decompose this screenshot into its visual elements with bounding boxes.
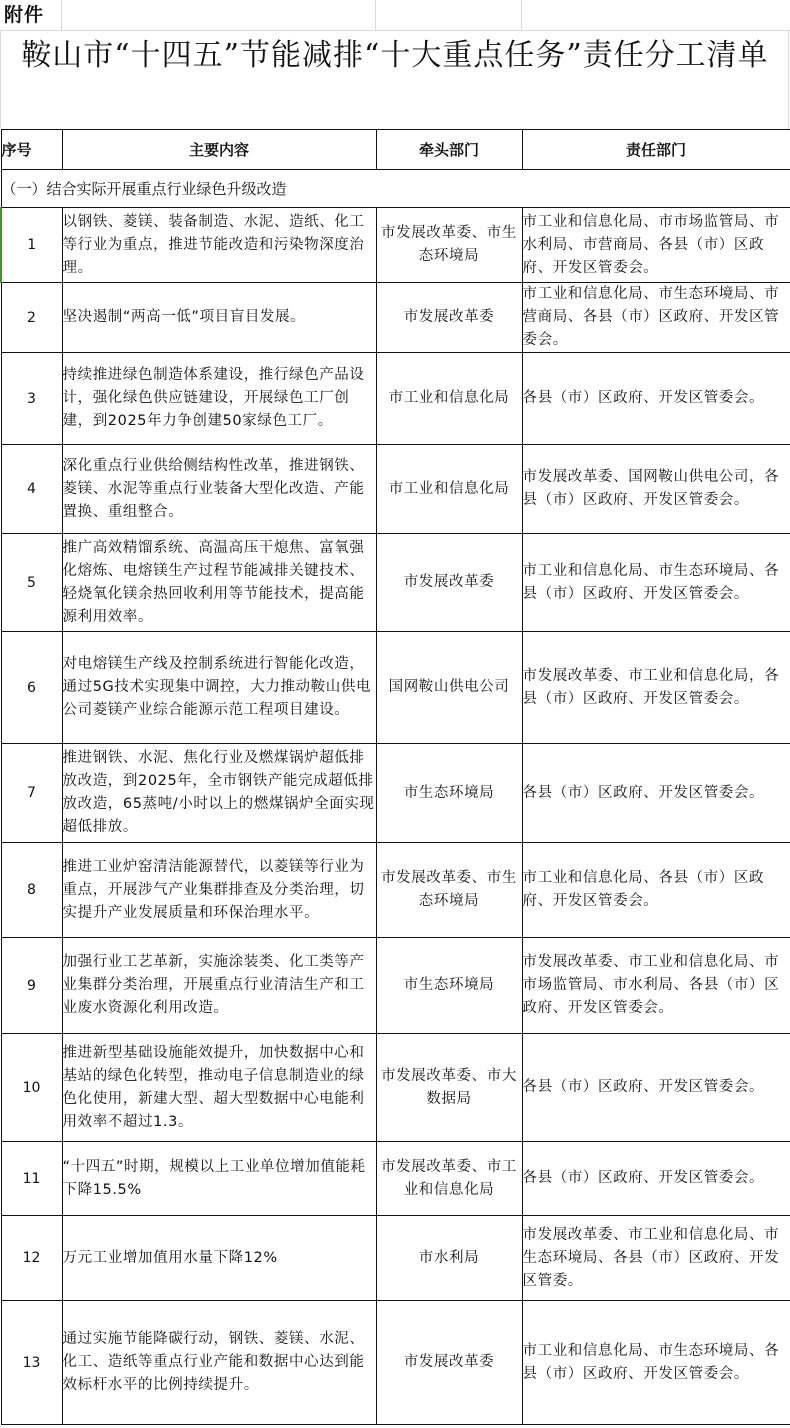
- lead-department-cell[interactable]: 市工业和信息化局: [376, 353, 522, 445]
- content-cell[interactable]: 深化重点行业供给侧结构性改革，推进钢铁、菱镁、水泥等重点行业装备大型化改造、产能置换、重组整合。: [62, 445, 376, 534]
- seq-cell[interactable]: 9: [1, 938, 62, 1034]
- lead-department-cell[interactable]: 市发展改革委: [376, 1301, 522, 1425]
- seq-cell[interactable]: 2: [1, 283, 62, 353]
- table-row: [1, 208, 790, 283]
- seq-cell[interactable]: 11: [1, 1142, 62, 1216]
- seq-cell[interactable]: 5: [1, 534, 62, 632]
- lead-department-cell[interactable]: 市发展改革委: [376, 283, 522, 353]
- table-row: [1, 1301, 790, 1425]
- content-cell[interactable]: 坚决遏制“两高一低”项目盲目发展。: [62, 283, 376, 353]
- content-cell[interactable]: 推进工业炉窑清洁能源替代，以菱镁等行业为重点，开展涉气产业集群排查及分类治理，切实提升产业发展质量和环保治理水平。: [62, 843, 376, 938]
- table-row: [1, 1034, 790, 1142]
- lead-department-cell[interactable]: 国网鞍山供电公司: [376, 632, 522, 744]
- table-row: [1, 744, 790, 843]
- lead-department-cell[interactable]: 市发展改革委、市工业和信息化局: [376, 1142, 522, 1216]
- table-row: [1, 534, 790, 632]
- lead-department-cell[interactable]: 市工业和信息化局: [376, 445, 522, 534]
- gridline: [61, 0, 62, 30]
- responsible-department-cell[interactable]: 各县（市）区政府、开发区管委会。: [522, 353, 790, 445]
- gridline: [0, 30, 790, 31]
- table-row: [1, 1216, 790, 1301]
- responsible-department-cell[interactable]: 市发展改革委、市工业和信息化局、市市场监管局、市水利局、各县（市）区政府、开发区管委会。: [522, 938, 790, 1034]
- responsible-department-cell[interactable]: 各县（市）区政府、开发区管委会。: [522, 1142, 790, 1216]
- content-cell[interactable]: 加强行业工艺革新，实施涂装类、化工类等产业集群分类治理，开展重点行业清洁生产和工业废水资源化利用改造。: [62, 938, 376, 1034]
- seq-cell[interactable]: 1: [1, 208, 62, 283]
- header-row: [1, 130, 790, 170]
- table-row: [1, 445, 790, 534]
- seq-cell[interactable]: 13: [1, 1301, 62, 1425]
- table-row: [1, 1142, 790, 1216]
- seq-cell[interactable]: 10: [1, 1034, 62, 1142]
- lead-department-cell[interactable]: 市发展改革委: [376, 534, 522, 632]
- content-cell[interactable]: 持续推进绿色制造体系建设，推行绿色产品设计，强化绿色供应链建设，开展绿色工厂创建，到2025年力争创建50家绿色工厂。: [62, 353, 376, 445]
- table-row: [1, 938, 790, 1034]
- task-table: [0, 129, 790, 1425]
- attachment-label[interactable]: 附件: [4, 4, 45, 26]
- responsible-department-cell[interactable]: 市工业和信息化局、市生态环境局、各县（市）区政府、开发区管委会。: [522, 534, 790, 632]
- lead-department-cell[interactable]: 市发展改革委、市生态环境局: [376, 843, 522, 938]
- seq-cell[interactable]: 7: [1, 744, 62, 843]
- table-row: [1, 843, 790, 938]
- page-title[interactable]: 鞍山市“十四五”节能减排“十大重点任务”责任分工清单: [21, 38, 769, 73]
- content-cell[interactable]: 推广高效精馏系统、高温高压干熄焦、富氧强化熔炼、电熔镁生产过程节能减排关键技术、轻烧氧化镁余热回收利用等节能技术，提高能源利用效率。: [62, 534, 376, 632]
- seq-cell[interactable]: 6: [1, 632, 62, 744]
- responsible-department-cell[interactable]: 市发展改革委、市工业和信息化局，各县（市）区政府、开发区管委会。: [522, 632, 790, 744]
- responsible-department-cell[interactable]: 市工业和信息化局、各县（市）区政府、开发区管委会。: [522, 843, 790, 938]
- column-header-responsible[interactable]: 责任部门: [522, 130, 790, 170]
- lead-department-cell[interactable]: 市水利局: [376, 1216, 522, 1301]
- lead-department-cell[interactable]: 市发展改革委、市生态环境局: [376, 208, 522, 283]
- table-row: [1, 632, 790, 744]
- content-cell[interactable]: 万元工业增加值用水量下降12%: [62, 1216, 376, 1301]
- lead-department-cell[interactable]: 市生态环境局: [376, 938, 522, 1034]
- column-header-lead[interactable]: 牵头部门: [376, 130, 522, 170]
- content-cell[interactable]: 通过实施节能降碳行动，钢铁、菱镁、水泥、化工、造纸等重点行业产能和数据中心达到能效标杆水平的比例持续提升。: [62, 1301, 376, 1425]
- gridline: [375, 0, 376, 30]
- column-header-seq[interactable]: 序号: [1, 130, 62, 170]
- seq-cell[interactable]: 4: [1, 445, 62, 534]
- responsible-department-cell[interactable]: 各县（市）区政府、开发区管委会。: [522, 1034, 790, 1142]
- column-header-content[interactable]: 主要内容: [62, 130, 376, 170]
- seq-cell[interactable]: 3: [1, 353, 62, 445]
- responsible-department-cell[interactable]: 市工业和信息化局、市生态环境局、市营商局、各县（市）区政府、开发区管委会。: [522, 283, 790, 353]
- responsible-department-cell[interactable]: 市工业和信息化局、市市场监管局、市水利局、市营商局、各县（市）区政府、开发区管委会。: [522, 208, 790, 283]
- content-cell[interactable]: 推进钢铁、水泥、焦化行业及燃煤锅炉超低排放改造，到2025年，全市钢铁产能完成超低排放改造，65蒸吨/小时以上的燃煤锅炉全面实现超低排放。: [62, 744, 376, 843]
- gridline: [521, 0, 522, 30]
- lead-department-cell[interactable]: 市发展改革委、市大数据局: [376, 1034, 522, 1142]
- responsible-department-cell[interactable]: 各县（市）区政府、开发区管委会。: [522, 744, 790, 843]
- seq-cell[interactable]: 12: [1, 1216, 62, 1301]
- content-cell[interactable]: 推进新型基础设施能效提升，加快数据中心和基站的绿色化转型，推动电子信息制造业的绿色化使用，新建大型、超大型数据中心电能利用效率不超过1.3。: [62, 1034, 376, 1142]
- content-cell[interactable]: 对电熔镁生产线及控制系统进行智能化改造，通过5G技术实现集中调控，大力推动鞍山供电公司菱镁产业综合能源示范工程项目建设。: [62, 632, 376, 744]
- responsible-department-cell[interactable]: 市工业和信息化局、市生态环境局、各县（市）区政府、开发区管委会。: [522, 1301, 790, 1425]
- seq-cell[interactable]: 8: [1, 843, 62, 938]
- responsible-department-cell[interactable]: 市发展改革委、市工业和信息化局、市生态环境局、各县（市）区政府、开发区管委。: [522, 1216, 790, 1301]
- content-cell[interactable]: “十四五”时期，规模以上工业单位增加值能耗下降15.5%: [62, 1142, 376, 1216]
- section-row: [1, 170, 790, 208]
- section-title[interactable]: （一）结合实际开展重点行业绿色升级改造: [1, 170, 790, 208]
- table-row: [1, 283, 790, 353]
- lead-department-cell[interactable]: 市生态环境局: [376, 744, 522, 843]
- content-cell[interactable]: 以钢铁、菱镁、装备制造、水泥、造纸、化工等行业为重点，推进节能改造和污染物深度治理。: [62, 208, 376, 283]
- responsible-department-cell[interactable]: 市发展改革委、国网鞍山供电公司，各县（市）区政府、开发区管委会。: [522, 445, 790, 534]
- table-row: [1, 353, 790, 445]
